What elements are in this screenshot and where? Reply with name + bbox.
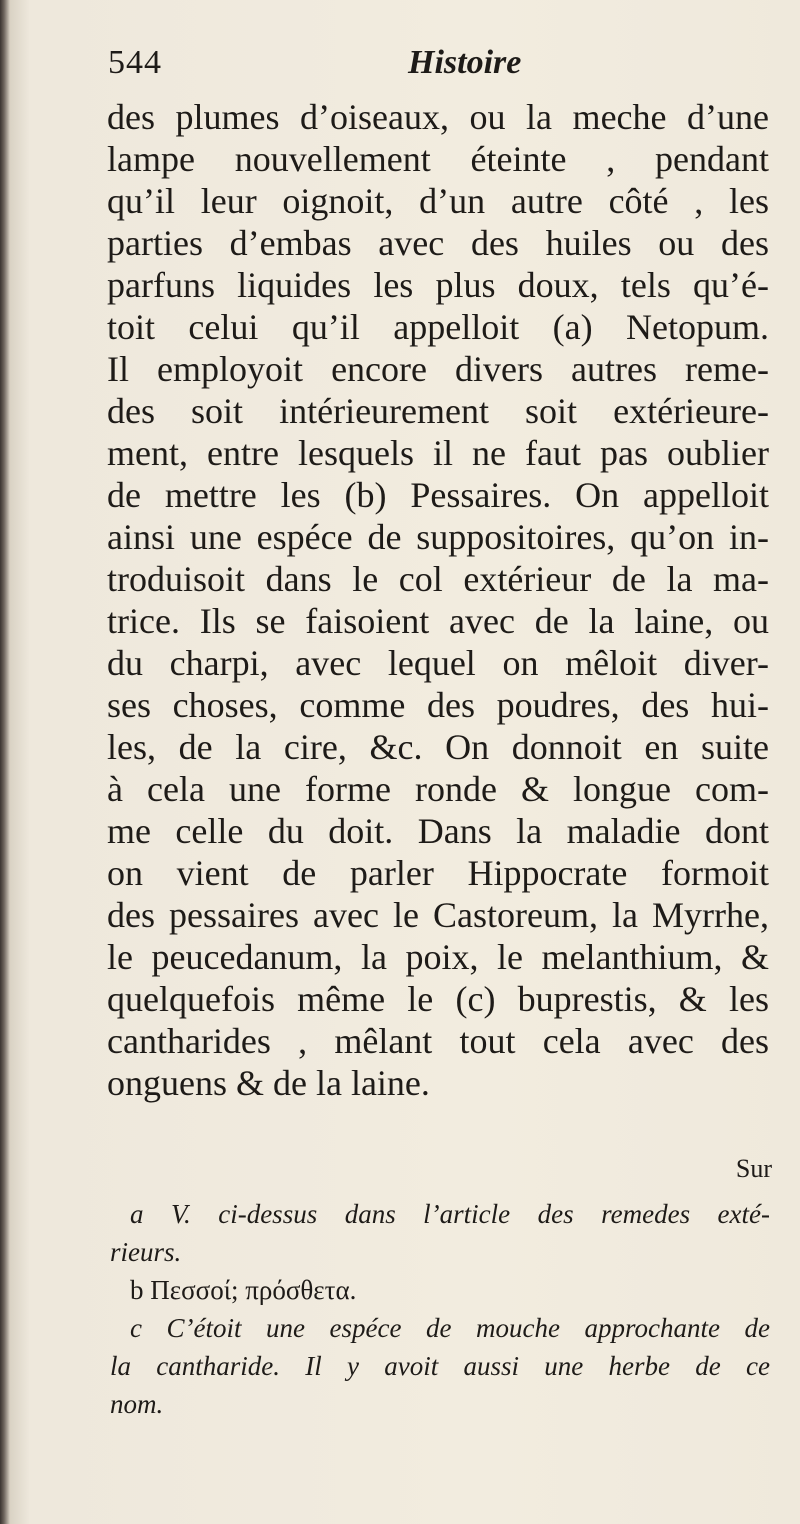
text-line: de mettre les (b) Pessaires. On appelloit [107, 475, 769, 515]
text-line: des soit intérieurement soit extérieure- [107, 391, 769, 431]
text-line: qu’il leur oignoit, d’un autre côté , les [107, 181, 769, 221]
text-line: ses choses, comme des poudres, des hui- [107, 685, 769, 725]
text-line: onguens & de la laine. [107, 1063, 430, 1103]
text-line: me celle du doit. Dans la maladie dont [107, 811, 769, 851]
text-line: des plumes d’oiseaux, ou la meche d’une [107, 97, 769, 137]
footnote-line: nom. [110, 1389, 164, 1419]
text-line: du charpi, avec lequel on mêloit diver- [107, 643, 769, 683]
running-head: Histoire [408, 44, 522, 81]
text-line: à cela une forme ronde & longue com- [107, 769, 769, 809]
text-line: parties d’embas avec des huiles ou des [107, 223, 769, 263]
text-line: le peucedanum, la poix, le melanthium, & [107, 937, 769, 977]
text-line: Il employoit encore divers autres reme- [107, 349, 769, 389]
text-line: on vient de parler Hippocrate formoit [107, 853, 769, 893]
text-line: ainsi une espéce de suppositoires, qu’on in- [107, 517, 769, 557]
page-number: 544 [108, 44, 162, 81]
text-line: troduisoit dans le col extérieur de la ma- [107, 559, 769, 599]
text-line: toit celui qu’il appelloit (a) Netopum. [107, 307, 769, 347]
text-line: lampe nouvellement éteinte , pendant [107, 139, 769, 179]
text-line: les, de la cire, &c. On donnoit en suite [107, 727, 769, 767]
footnotes [110, 1195, 770, 1423]
text-line: ment, entre lesquels il ne faut pas oublier [107, 433, 769, 473]
footnote-line: rieurs. [110, 1237, 182, 1267]
catchword: Sur [735, 1154, 772, 1183]
footnote-line: c C’étoit une espéce de mouche approchante de [130, 1313, 770, 1343]
text-line: cantharides , mêlant tout cela avec des [107, 1021, 769, 1061]
body-text [107, 96, 769, 1104]
footnote-line: la cantharide. Il y avoit aussi une herbe de ce [110, 1351, 770, 1381]
text-line: des pessaires avec le Castoreum, la Myrrhe, [107, 895, 769, 935]
text-line: parfuns liquides les plus doux, tels qu’é- [107, 265, 769, 305]
text-line: quelquefois même le (c) buprestis, & les [107, 979, 769, 1019]
page-header [108, 44, 668, 92]
text-line: trice. Ils se faisoient avec de la laine, ou [107, 601, 769, 641]
footnote-line: b Πεσσοί; πρόσθετα. [130, 1275, 357, 1305]
footnote-line: a V. ci-dessus dans l’article des remedes exté- [130, 1199, 770, 1229]
